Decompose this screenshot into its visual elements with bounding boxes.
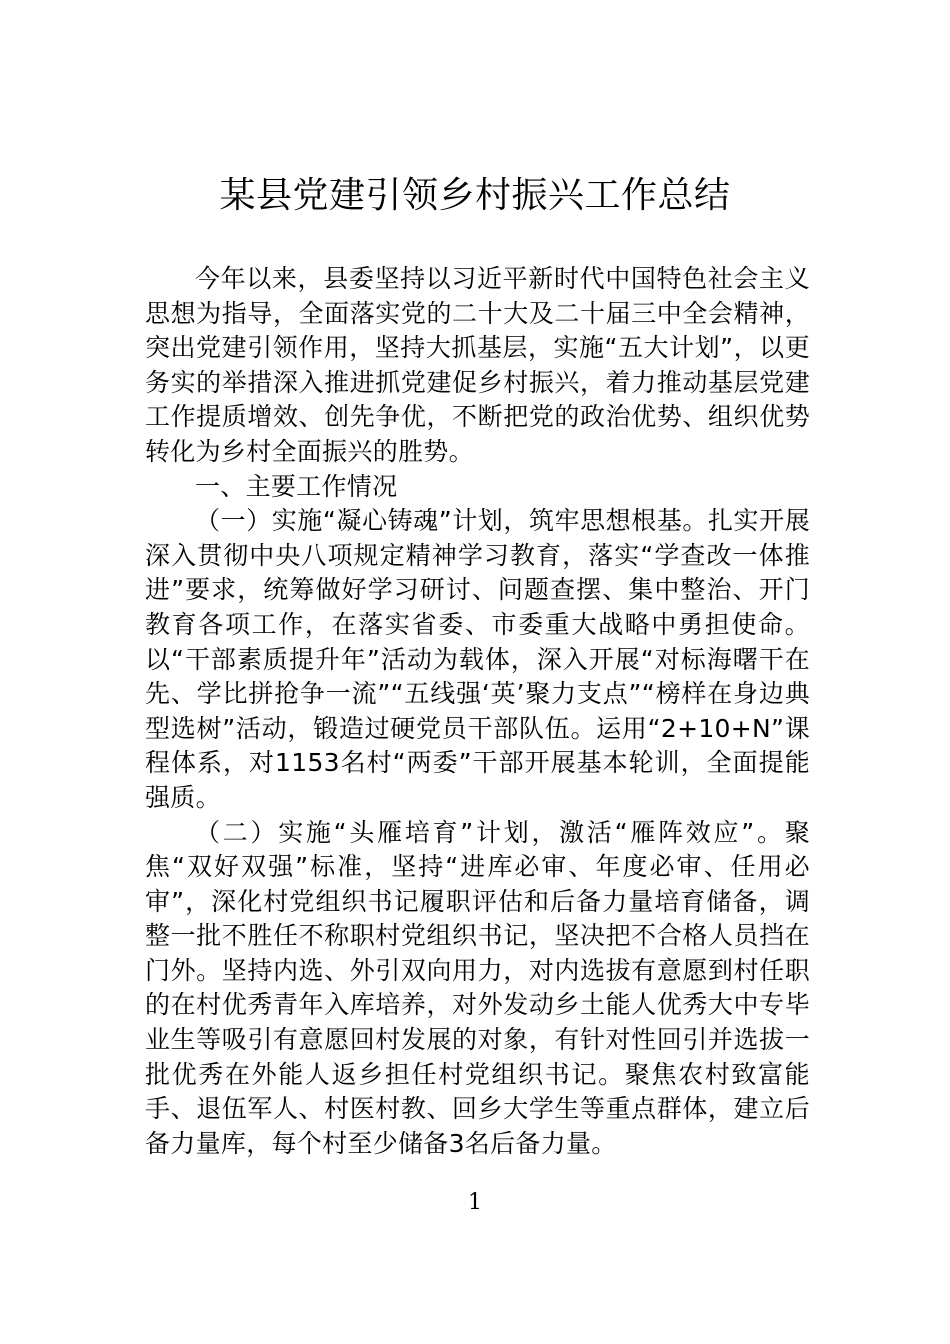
document-title: 某县党建引领乡村振兴工作总结 (219, 175, 731, 216)
section-1-paragraph: （一）实施“凝心铸魂”计划，筑牢思想根基。扎实开展深入贯彻中央八项规定精神学习教育，落实“学查改一体推进”要求，统筹做好学习研讨、问题查摆、集中整治、开门教育各项工作，在落实省委、市委重大战略中勇担使命。以“干部素质提升年”活动为载体，深入开展“对标海曙干在先、学比拼抢争一流”“五线强‘英’聚力支点”“榜样在身边典型选树”活动，锻造过硬党员干部队伍。运用“2+10+N”课程体系，对1153名村“两委”干部开展基本轮训，全面提能强质。 (145, 506, 810, 812)
page-number: 1 (468, 1190, 482, 1215)
document-body (145, 262, 810, 1161)
section-heading: 一、主要工作情况 (195, 471, 398, 501)
intro-paragraph: 今年以来，县委坚持以习近平新时代中国特色社会主义思想为指导，全面落实党的二十大及二十届三中全会精神，突出党建引领作用，坚持大抓基层，实施“五大计划”，以更务实的举措深入推进抓党建促乡村振兴，着力推动基层党建工作提质增效、创先争优，不断把党的政治优势、组织优势转化为乡村全面振兴的胜势。 (145, 264, 810, 466)
section-2-paragraph: （二）实施“头雁培育”计划，激活“雁阵效应”。聚焦“双好双强”标准，坚持“进库必审、年度必审、任用必审”，深化村党组织书记履职评估和后备力量培育储备，调整一批不胜任不称职村党组织书记，坚决把不合格人员挡在门外。坚持内选、外引双向用力，对内选拔有意愿到村任职的在村优秀青年入库培养，对外发动乡土能人优秀大中专毕业生等吸引有意愿回村发展的对象，有针对性回引并选拔一批优秀在外能人返乡担任村党组织书记。聚焦农村致富能手、退伍军人、村医村教、回乡大学生等重点群体，建立后备力量库，每个村至少储备3名后备力量。 (145, 817, 810, 1158)
